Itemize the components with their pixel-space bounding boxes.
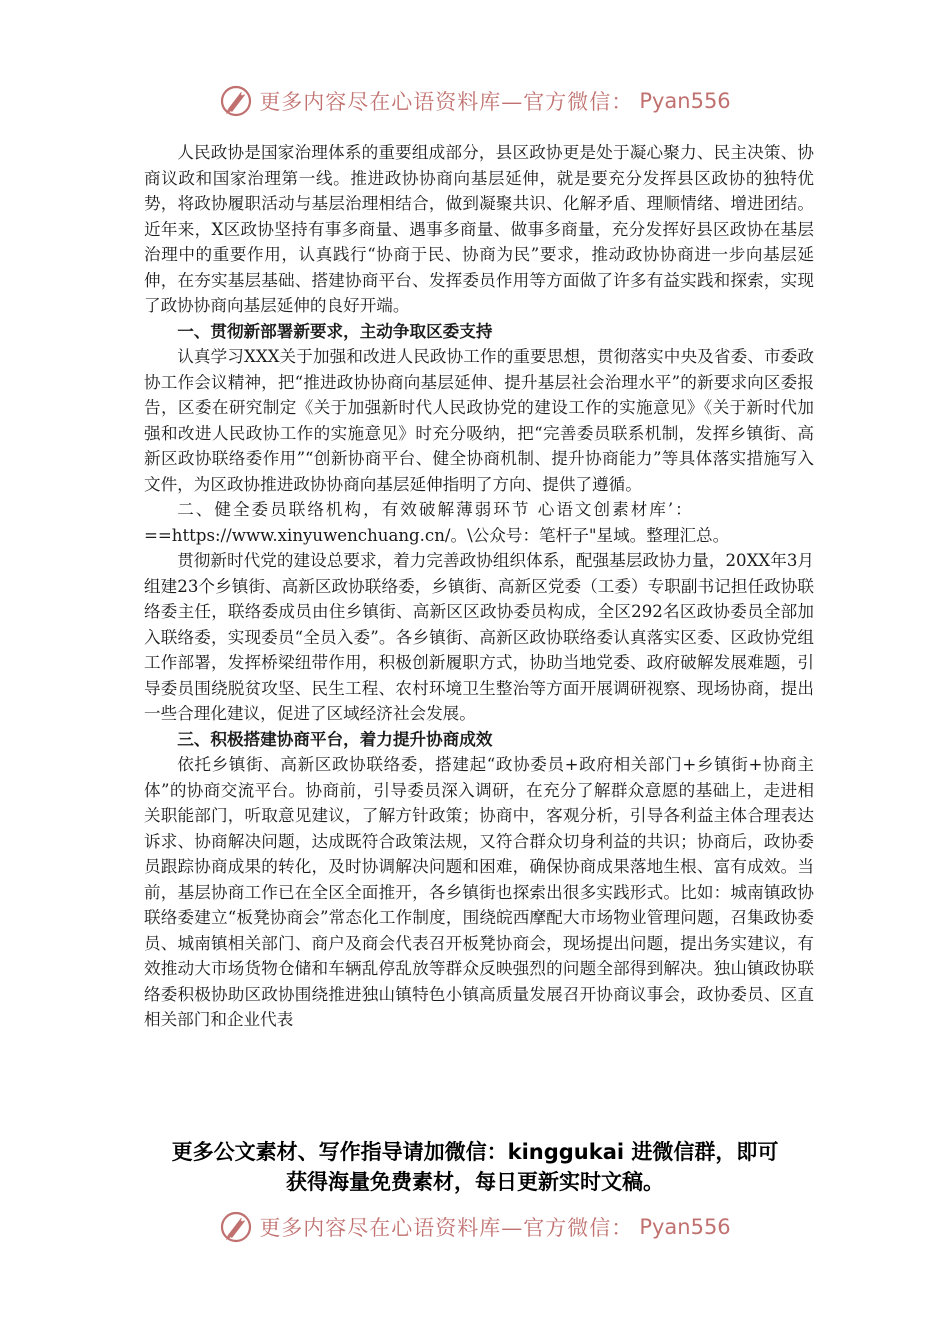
header-watermark [0, 84, 950, 118]
watermark-text: 更多内容尽在心语资料库—官方微信： [259, 1216, 634, 1240]
section-1-paragraph: 认真学习XXX关于加强和改进人民政协工作的重要思想，贯彻落实中央及省委、市委政协工作会议精神，把“推进政协协商向基层延伸、提升基层社会治理水平”的新要求向区委报告，区委在研究制定《关于加强新时代人民政协党的建设工作的实施意见》《关于新时代加强和改进人民政协工作的实施意见》时充分吸纳，把“完善委员联系机制，发挥乡镇街、高新区政协联络委作用”“创新协商平台、健全协商机制、提升协商能力”等具体落实措施写入文件，为区政协推进政协协商向基层延伸指明了方向、提供了遵循。 [144, 347, 814, 494]
section-2-paragraph: 贯彻新时代党的建设总要求，着力完善政协组织体系，配强基层政协力量，20XX年3月组建23个乡镇街、高新区政协联络委，乡镇街、高新区党委（工委）专职副书记担任政协联络委主任，联络委成员由住乡镇街、高新区区政协委员构成，全区292名区政协委员全部加入联络委，实现委员“全员入委”。各乡镇街、高新区政协联络委认真落实区委、区政协党组工作部署，发挥桥梁纽带作用，积极创新履职方式，协助当地党委、政府破解发展难题，引导委员围绕脱贫攻坚、民生工程、农村环境卫生整治等方面开展调研视察、现场协商，提出一些合理化建议，促进了区域经济社会发展。 [144, 551, 814, 723]
section-3-paragraph: 依托乡镇街、高新区政协联络委，搭建起“政协委员+政府相关部门+乡镇街+协商主体”的协商交流平台。协商前，引导委员深入调研，在充分了解群众意愿的基础上，走进相关职能部门，听取意见建议，了解方针政策；协商中，客观分析，引导各利益主体合理表达诉求、协商解决问题，达成既符合政策法规，又符合群众切身利益的共识；协商后，政协委员跟踪协商成果的转化，及时协调解决问题和困难，确保协商成果落地生根、富有成效。当前，基层协商工作已在全区全面推开，各乡镇街也探索出很多实践形式。比如：城南镇政协联络委建立“板凳协商会”常态化工作制度，围绕皖西摩配大市场物业管理问题，召集政协委员、城南镇相关部门、商户及商会代表召开板凳协商会，现场提出问题，提出务实建议，有效推动大市场货物仓储和车辆乱停乱放等群众反映强烈的问题全部得到解决。独山镇政协联络委积极协助区政协围绕推进独山镇特色小镇高质量发展召开协商议事会，政协委员、区直相关部门和企业代表 [144, 755, 814, 1029]
section-heading-2-text: 二、健全委员联络机构，有效破解薄弱环节 心语文创素材库’： [177, 500, 694, 519]
section-heading-2 [144, 497, 814, 523]
watermark-wechat-id: Pyan556 [639, 89, 731, 113]
footer-watermark [0, 1210, 950, 1244]
document-body [144, 140, 814, 1033]
pen-nib-logo-icon [219, 1210, 253, 1244]
watermark-text: 更多内容尽在心语资料库—官方微信： [259, 90, 634, 114]
watermark-wechat-id: Pyan556 [639, 1215, 731, 1239]
section-heading-3: 三、积极搭建协商平台，着力提升协商成效 [177, 729, 493, 749]
promo-line-2: 获得海量免费素材，每日更新实时文稿。 [286, 1170, 664, 1194]
promo-banner [100, 1137, 850, 1197]
section-heading-1: 一、贯彻新部署新要求，主动争取区委支持 [177, 321, 493, 341]
pen-nib-logo-icon [219, 84, 253, 118]
promo-line-1: 更多公文素材、写作指导请加微信：kinggukai 进微信群，即可 [171, 1140, 779, 1164]
section-heading-2-tail: ==https://www.xinyuwenchuang.cn/。\公众号：笔杆子"星域。整理汇总。 [144, 525, 730, 545]
intro-paragraph: 人民政协是国家治理体系的重要组成部分，县区政协更是处于凝心聚力、民主决策、协商议政和国家治理第一线。推进政协协商向基层延伸，就是要充分发挥县区政协的独特优势，将政协履职活动与基层治理相结合，做到凝聚共识、化解矛盾、理顺情绪、增进团结。近年来，X区政协坚持有事多商量、遇事多商量、做事多商量，充分发挥好县区政协在基层治理中的重要作用，认真践行“协商于民、协商为民”要求，推动政协协商进一步向基层延伸，在夯实基层基础、搭建协商平台、发挥委员作用等方面做了许多有益实践和探索，实现了政协协商向基层延伸的良好开端。 [144, 143, 814, 315]
